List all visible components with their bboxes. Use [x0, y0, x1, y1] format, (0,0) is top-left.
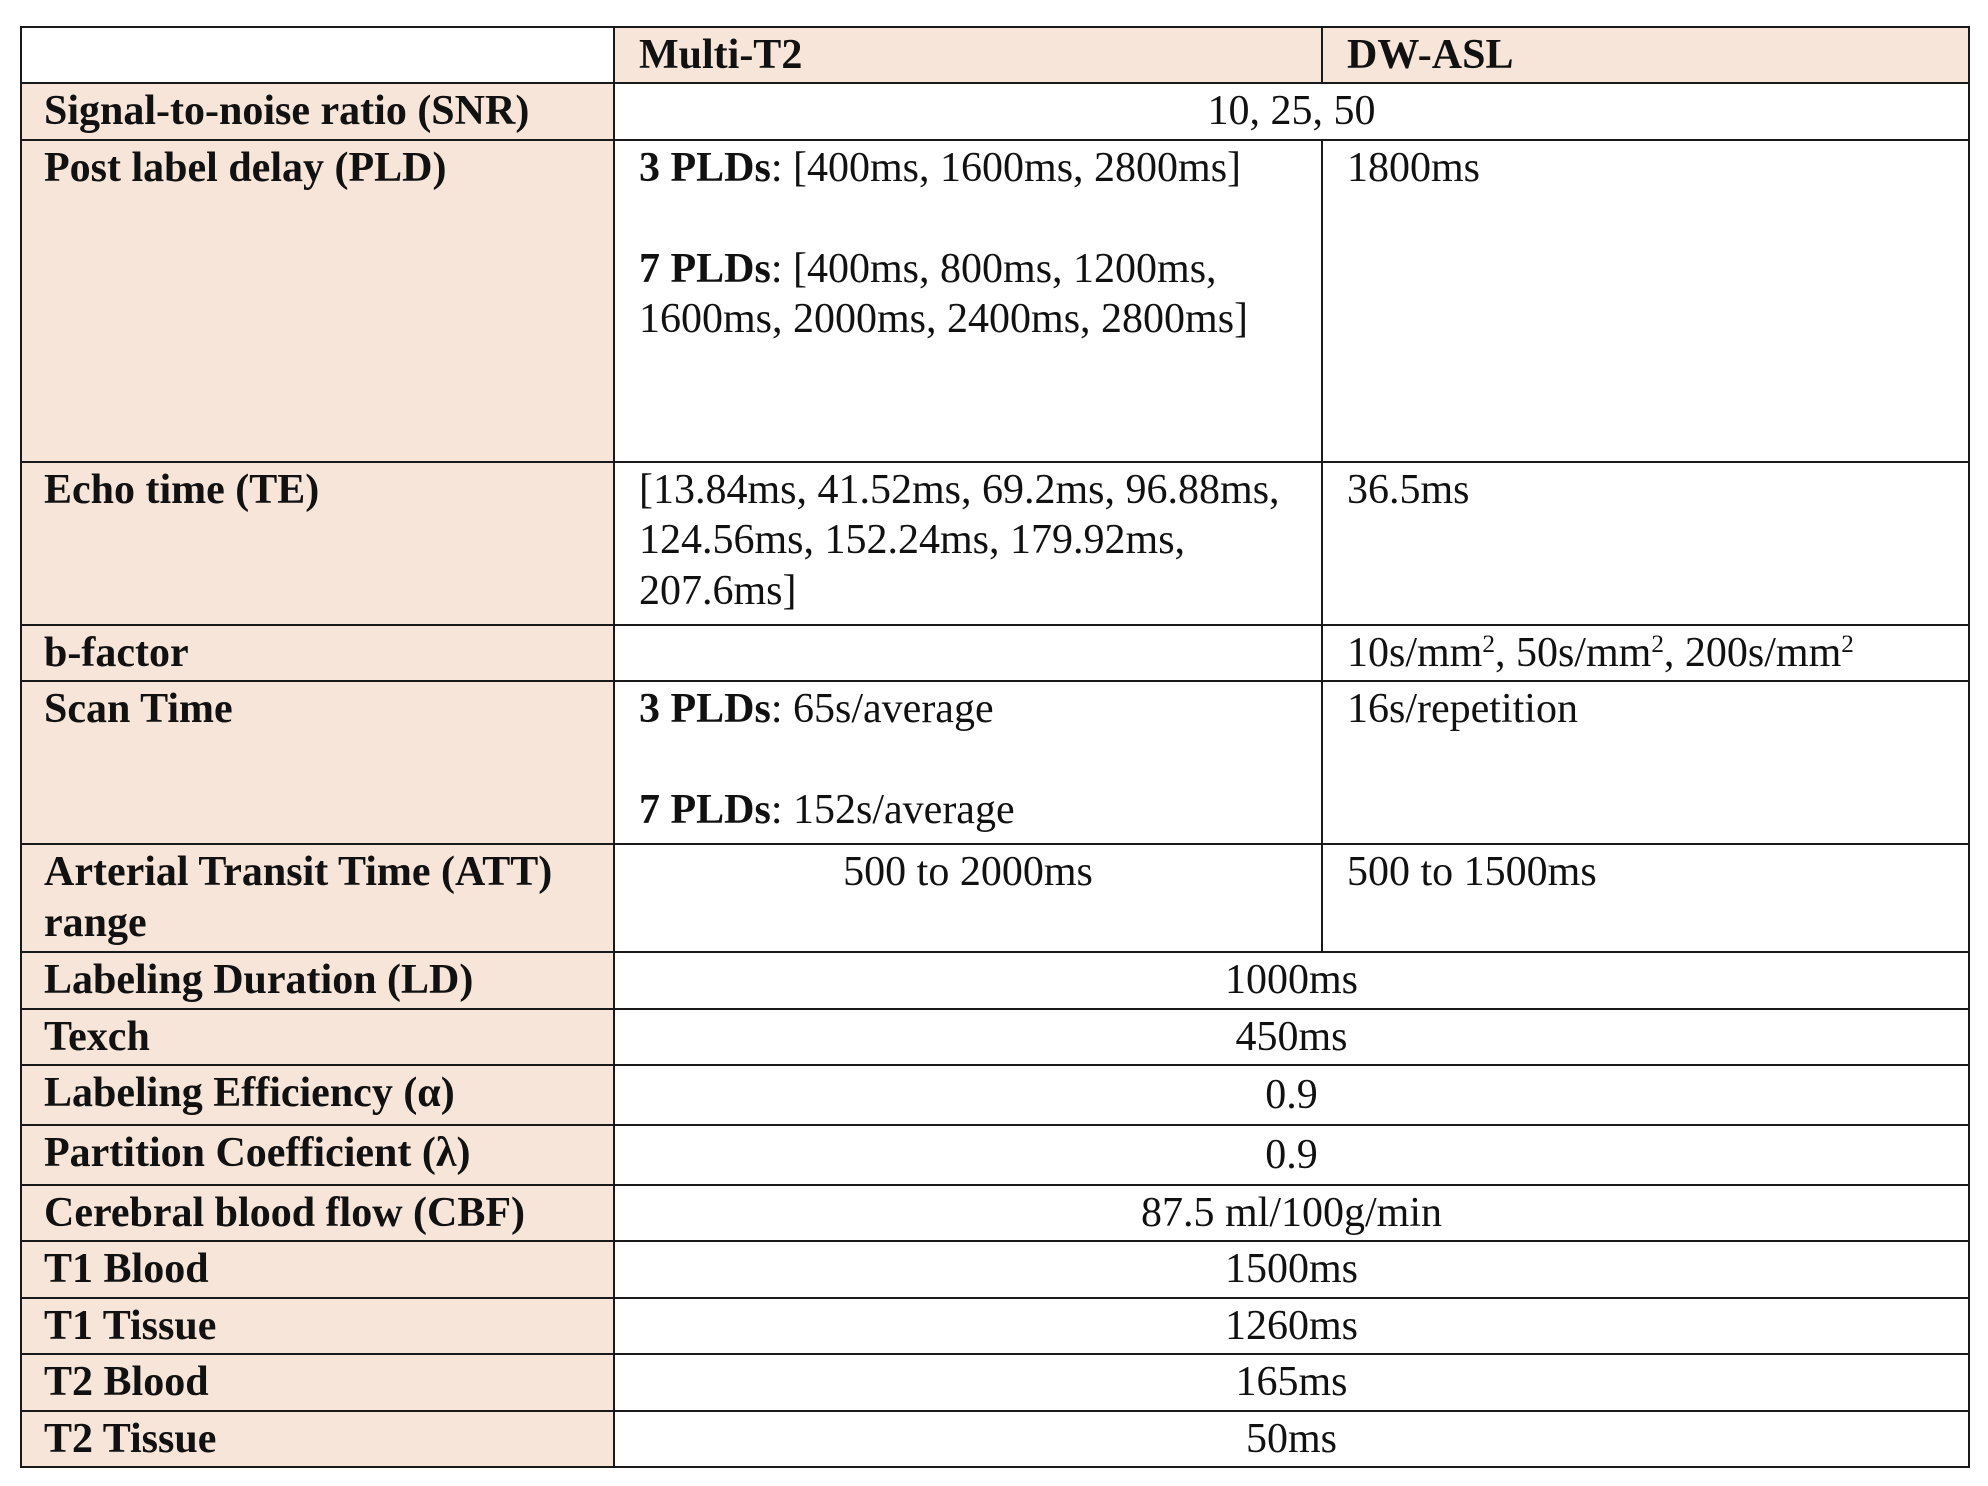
row-value: 1500ms	[614, 1241, 1969, 1297]
bfactor-value-1: 10s/mm	[1347, 629, 1483, 676]
dw-asl-cell	[1322, 625, 1969, 681]
dw-asl-cell: 500 to 1500ms	[1322, 844, 1969, 952]
multi-t2-cell	[614, 625, 1322, 681]
multi-t2-cell: [13.84ms, 41.52ms, 69.2ms, 96.88ms, 124.56ms, 152.24ms, 179.92ms, 207.6ms]	[614, 462, 1322, 625]
table-row	[21, 462, 1969, 625]
parameters-table	[20, 26, 1970, 1468]
table-row	[21, 1298, 1969, 1354]
row-label: Arterial Transit Time (ATT) range	[21, 844, 614, 952]
superscript: 2	[1482, 630, 1495, 658]
row-label: Signal-to-noise ratio (SNR)	[21, 83, 614, 139]
superscript: 2	[1841, 630, 1854, 658]
row-value: 50ms	[614, 1411, 1969, 1467]
scan-3-value: : 65s/average	[770, 686, 994, 733]
row-value: 165ms	[614, 1354, 1969, 1410]
pld-3-values: : [400ms, 1600ms, 2800ms]	[770, 144, 1242, 191]
multi-t2-cell	[614, 681, 1322, 844]
dw-asl-cell: 36.5ms	[1322, 462, 1969, 625]
row-value: 1260ms	[614, 1298, 1969, 1354]
bfactor-value-2: , 50s/mm	[1494, 629, 1652, 676]
row-label: Texch	[21, 1009, 614, 1065]
row-value: 87.5 ml/100g/min	[614, 1185, 1969, 1241]
table-row	[21, 681, 1969, 844]
table-row	[21, 1125, 1969, 1185]
row-label: Labeling Efficiency (α)	[21, 1065, 614, 1125]
row-value: 10, 25, 50	[614, 83, 1969, 139]
scan-3-label: 3 PLDs	[639, 686, 771, 733]
table-row	[21, 1354, 1969, 1410]
multi-t2-cell	[614, 140, 1322, 462]
row-label: Echo time (TE)	[21, 462, 614, 625]
row-label: T2 Tissue	[21, 1411, 614, 1467]
dw-asl-cell: 1800ms	[1322, 140, 1969, 462]
dw-asl-cell: 16s/repetition	[1322, 681, 1969, 844]
row-value: 450ms	[614, 1009, 1969, 1065]
header-multi-t2: Multi-T2	[614, 27, 1322, 83]
row-value: 0.9	[614, 1125, 1969, 1185]
row-label: b-factor	[21, 625, 614, 681]
table-row	[21, 952, 1969, 1008]
row-label: T1 Tissue	[21, 1298, 614, 1354]
row-label: Cerebral blood flow (CBF)	[21, 1185, 614, 1241]
table-row	[21, 140, 1969, 462]
table-row	[21, 625, 1969, 681]
scan-7-label: 7 PLDs	[639, 786, 771, 833]
multi-t2-cell: 500 to 2000ms	[614, 844, 1322, 952]
row-label: Post label delay (PLD)	[21, 140, 614, 462]
row-label: T2 Blood	[21, 1354, 614, 1410]
table-row	[21, 1065, 1969, 1125]
header-row	[21, 27, 1969, 83]
table-row	[21, 1009, 1969, 1065]
superscript: 2	[1651, 630, 1664, 658]
pld-3-label: 3 PLDs	[639, 144, 771, 191]
row-label: Scan Time	[21, 681, 614, 844]
row-label: Labeling Duration (LD)	[21, 952, 614, 1008]
bfactor-value-3: , 200s/mm	[1663, 629, 1842, 676]
row-label: Partition Coefficient (λ)	[21, 1125, 614, 1185]
row-label: T1 Blood	[21, 1241, 614, 1297]
row-value: 0.9	[614, 1065, 1969, 1125]
header-dw-asl: DW-ASL	[1322, 27, 1969, 83]
table-row	[21, 1185, 1969, 1241]
row-value: 1000ms	[614, 952, 1969, 1008]
table-row	[21, 1411, 1969, 1467]
table-row	[21, 1241, 1969, 1297]
header-empty-cell	[21, 27, 614, 83]
pld-7-values: : [400ms, 800ms, 1200ms, 1600ms, 2000ms, 2400ms, 2800ms]	[639, 245, 1249, 342]
scan-7-value: : 152s/average	[770, 786, 1015, 833]
table-row	[21, 844, 1969, 952]
pld-7-label: 7 PLDs	[639, 245, 771, 292]
table-row	[21, 83, 1969, 139]
